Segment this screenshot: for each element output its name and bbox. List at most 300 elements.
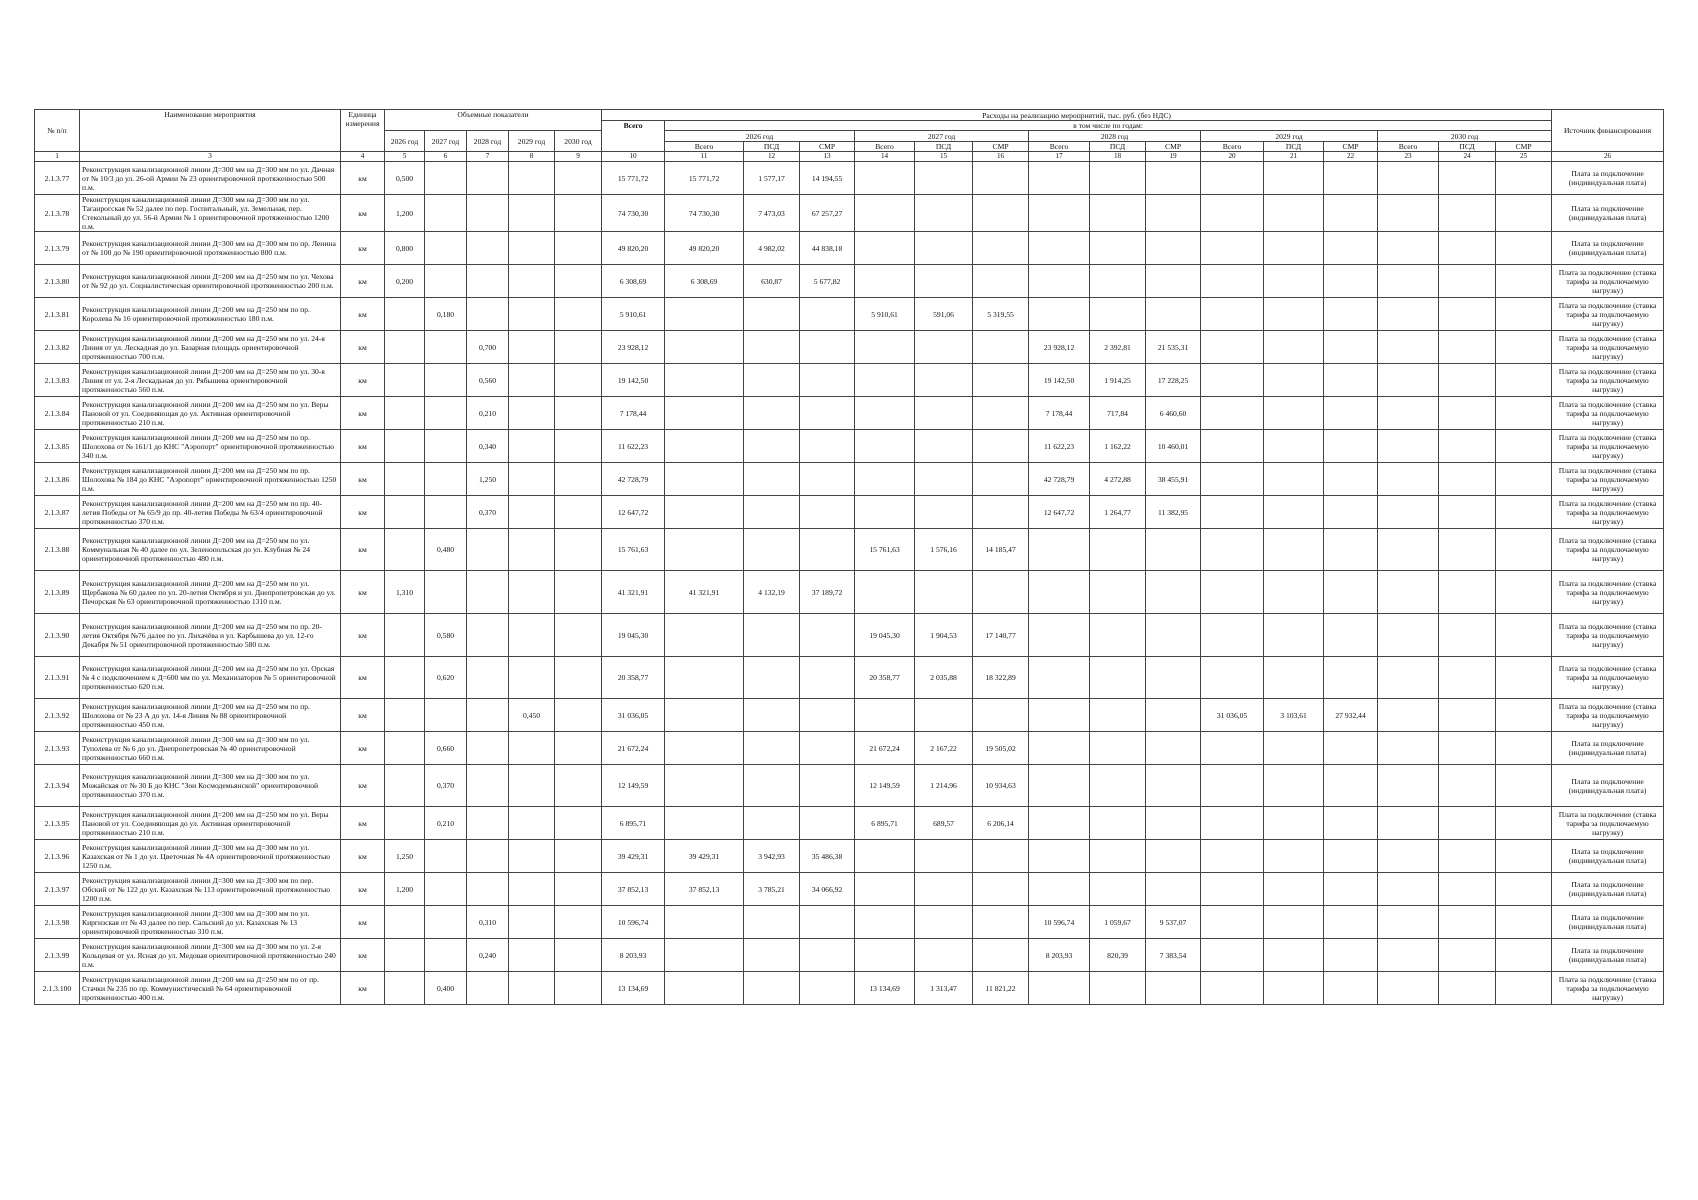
- volume-cell: [385, 463, 425, 496]
- cost-cell: [1324, 840, 1378, 873]
- cost-cell: [915, 397, 973, 430]
- unit-cell: км: [341, 873, 385, 906]
- cost-cell: [1201, 807, 1264, 840]
- table-header: [35, 110, 1664, 162]
- volume-cell: [509, 232, 555, 265]
- volume-cell: [425, 571, 467, 614]
- volume-cell: [555, 732, 602, 765]
- cost-cell: [1146, 195, 1201, 232]
- cost-year-header: 2029 год: [1201, 131, 1378, 142]
- cost-cell: [1439, 195, 1496, 232]
- cost-cell: [1439, 364, 1496, 397]
- volume-cell: 0,620: [425, 657, 467, 699]
- funding-source: Плата за подключение (ставка тарифа за подключаемую нагрузку): [1552, 614, 1664, 657]
- cost-cell: [1324, 496, 1378, 529]
- unit-cell: км: [341, 232, 385, 265]
- volume-cell: 0,400: [425, 972, 467, 1005]
- cost-cell: [1201, 873, 1264, 906]
- cost-sub-header: Всего: [1201, 142, 1264, 152]
- volume-cell: 0,370: [425, 765, 467, 807]
- measure-name: Реконструкция канализационной линии Д=200 мм на Д=250 мм по ул. Чехова от № 92 до ул. Социалистическая ориентировочной протяженностью 200 п.м.: [80, 265, 341, 298]
- cost-cell: [800, 657, 855, 699]
- cost-cell: [744, 364, 800, 397]
- cost-cell: 20 358,77: [855, 657, 915, 699]
- cost-cell: [665, 657, 744, 699]
- cost-cell: [1201, 331, 1264, 364]
- funding-source: Плата за подключение (ставка тарифа за подключаемую нагрузку): [1552, 331, 1664, 364]
- cost-cell: [744, 397, 800, 430]
- cost-cell: [665, 397, 744, 430]
- cost-cell: [915, 840, 973, 873]
- cost-sub-header: Всего: [665, 142, 744, 152]
- cost-cell: [1090, 657, 1146, 699]
- column-number: 14: [855, 152, 915, 162]
- unit-cell: км: [341, 430, 385, 463]
- volume-cell: [467, 807, 509, 840]
- cost-cell: 42 728,79: [1029, 463, 1090, 496]
- column-number: 12: [744, 152, 800, 162]
- volume-cell: 0,580: [425, 614, 467, 657]
- cost-cell: [1324, 732, 1378, 765]
- investment-plan-sheet: [34, 109, 1664, 1005]
- cost-cell: [1439, 939, 1496, 972]
- cost-cell: [1378, 397, 1439, 430]
- column-number: 3: [80, 152, 341, 162]
- cost-cell: [1439, 496, 1496, 529]
- volume-cell: [467, 873, 509, 906]
- cost-cell: [800, 364, 855, 397]
- cost-cell: [855, 463, 915, 496]
- cost-cell: [1324, 463, 1378, 496]
- cost-cell: 19 142,50: [1029, 364, 1090, 397]
- unit-cell: км: [341, 529, 385, 571]
- cost-cell: [1324, 195, 1378, 232]
- volume-cell: [509, 571, 555, 614]
- volume-cell: [467, 972, 509, 1005]
- funding-source: Плата за подключение (ставка тарифа за подключаемую нагрузку): [1552, 298, 1664, 331]
- volume-cell: [425, 397, 467, 430]
- volume-cell: [467, 732, 509, 765]
- cost-cell: 717,84: [1090, 397, 1146, 430]
- cost-cell: [1439, 699, 1496, 732]
- volume-cell: [555, 364, 602, 397]
- cost-cell: [855, 906, 915, 939]
- volume-cell: 0,800: [385, 232, 425, 265]
- row-number: 2.1.3.80: [35, 265, 80, 298]
- volume-cell: [385, 331, 425, 364]
- cost-cell: [1146, 873, 1201, 906]
- cost-cell: [665, 939, 744, 972]
- cost-cell: [1496, 906, 1552, 939]
- table-row: [35, 972, 1664, 1005]
- volume-cell: 1,200: [385, 873, 425, 906]
- volume-cell: [425, 939, 467, 972]
- cost-cell: 820,39: [1090, 939, 1146, 972]
- volume-year-header: 2029 год: [509, 131, 555, 152]
- cost-cell: [915, 195, 973, 232]
- row-number: 2.1.3.87: [35, 496, 80, 529]
- volume-cell: [555, 972, 602, 1005]
- cost-cell: [1324, 571, 1378, 614]
- volume-cell: [467, 529, 509, 571]
- cost-cell: [855, 364, 915, 397]
- unit-cell: км: [341, 657, 385, 699]
- cost-cell: [1378, 463, 1439, 496]
- cost-cell: [665, 463, 744, 496]
- sewer-reconstruction-table: [34, 109, 1664, 1005]
- cost-cell: [744, 906, 800, 939]
- table-row: [35, 397, 1664, 430]
- volume-cell: [425, 906, 467, 939]
- measure-name: Реконструкция канализационной линии Д=300 мм на Д=300 мм по ул. Казахская от № 1 до ул. Цветочная № 4А ориентировочной протяженностью 1250 п.м.: [80, 840, 341, 873]
- volume-cell: [509, 657, 555, 699]
- table-row: [35, 529, 1664, 571]
- cost-cell: [1146, 840, 1201, 873]
- volume-cell: [509, 972, 555, 1005]
- funding-source: Плата за подключение (ставка тарифа за подключаемую нагрузку): [1552, 699, 1664, 732]
- volume-cell: [555, 614, 602, 657]
- volume-cell: [385, 699, 425, 732]
- cost-cell: [1378, 496, 1439, 529]
- measure-name: Реконструкция канализационной линии Д=200 мм на Д=250 мм по от пр. Стачки № 235 по пр. Коммунистический № 64 ориентировочной протяженностью 400 п.м.: [80, 972, 341, 1005]
- cost-cell: [1324, 162, 1378, 195]
- cost-cell: [1496, 840, 1552, 873]
- cost-cell: [1264, 529, 1324, 571]
- cost-cell: [1146, 162, 1201, 195]
- volume-cell: 0,660: [425, 732, 467, 765]
- cost-cell: [1146, 972, 1201, 1005]
- row-number: 2.1.3.78: [35, 195, 80, 232]
- cost-sub-header: СМР: [1496, 142, 1552, 152]
- cost-cell: [855, 873, 915, 906]
- cost-cell: [1324, 873, 1378, 906]
- cost-cell: [1201, 397, 1264, 430]
- cost-cell: [973, 873, 1029, 906]
- volume-cell: [555, 657, 602, 699]
- cost-cell: 38 455,91: [1146, 463, 1201, 496]
- volume-cell: [385, 529, 425, 571]
- funding-source: Плата за подключение (ставка тарифа за подключаемую нагрузку): [1552, 364, 1664, 397]
- cost-cell: [1496, 732, 1552, 765]
- cost-cell: [1029, 807, 1090, 840]
- unit-cell: км: [341, 496, 385, 529]
- row-number: 2.1.3.77: [35, 162, 80, 195]
- cost-cell: 17 228,25: [1146, 364, 1201, 397]
- cost-cell: [1029, 732, 1090, 765]
- cost-cell: [1201, 496, 1264, 529]
- cost-cell: [1090, 972, 1146, 1005]
- cost-cell: [744, 529, 800, 571]
- cost-cell: [915, 939, 973, 972]
- cost-cell: 689,57: [915, 807, 973, 840]
- measure-name: Реконструкция канализационной линии Д=300 мм на Д=300 мм по пер. Обский от № 122 до ул. Казахская № 113 ориентировочной протяженностью 1200 п.м.: [80, 873, 341, 906]
- cost-cell: [1264, 614, 1324, 657]
- cost-cell: [915, 331, 973, 364]
- cost-cell: [1496, 807, 1552, 840]
- measure-name: Реконструкция канализационной линии Д=200 мм на Д=250 мм по пр. Шолохова № 184 до КНС "Аэропорт" ориентировочной протяженностью 1250 п.м.: [80, 463, 341, 496]
- funding-source: Плата за подключение (ставка тарифа за подключаемую нагрузку): [1552, 463, 1664, 496]
- cost-cell: 41 321,91: [665, 571, 744, 614]
- cost-cell: [1029, 265, 1090, 298]
- volume-cell: [555, 496, 602, 529]
- column-number: 1: [35, 152, 80, 162]
- cost-cell: [1264, 657, 1324, 699]
- cost-cell: [744, 298, 800, 331]
- measure-name: Реконструкция канализационной линии Д=300 мм на Д=300 мм по ул. Таганрогская № 52 далее по пер. Госпитальный, ул. Земельная, пер. Стекольный до ул. 56-й Армии № 1 ориентировочной протяженностью 1200 п.м.: [80, 195, 341, 232]
- unit-cell: км: [341, 614, 385, 657]
- cost-cell: 18 322,89: [973, 657, 1029, 699]
- measure-name: Реконструкция канализационной линии Д=200 мм на Д=250 мм по ул. Щербакова № 60 далее по ул. 20-летия Октября и ул. Днепропетровская до ул. Печорская № 63 ориентировочной протяженностью 1310 п.м.: [80, 571, 341, 614]
- column-number: 4: [341, 152, 385, 162]
- funding-source: Плата за подключение (ставка тарифа за подключаемую нагрузку): [1552, 657, 1664, 699]
- cost-cell: [915, 430, 973, 463]
- measure-name: Реконструкция канализационной линии Д=300 мм на Д=300 мм по ул. Дачная от № 10/3 до ул. 26-ой Армии № 23 ориентировочной протяженностью 500 п.м.: [80, 162, 341, 195]
- volume-cell: [385, 972, 425, 1005]
- cost-cell: [1496, 364, 1552, 397]
- cost-cell: [1496, 162, 1552, 195]
- total-cell: 21 672,24: [602, 732, 665, 765]
- cost-cell: [665, 906, 744, 939]
- cost-cell: 6 460,60: [1146, 397, 1201, 430]
- cost-sub-header: ПСД: [1264, 142, 1324, 152]
- cost-cell: [1324, 232, 1378, 265]
- cost-cell: [800, 614, 855, 657]
- total-cell: 13 134,69: [602, 972, 665, 1005]
- volume-cell: [467, 265, 509, 298]
- unit-cell: км: [341, 765, 385, 807]
- cost-cell: [1201, 364, 1264, 397]
- table-row: [35, 430, 1664, 463]
- cost-cell: [1324, 657, 1378, 699]
- measure-name: Реконструкция канализационной линии Д=200 мм на Д=250 мм по ул. Орская № 4 с подключением к Д=600 мм по ул. Механизаторов № 5 ориентировочной протяженностью 620 п.м.: [80, 657, 341, 699]
- cost-cell: 13 134,69: [855, 972, 915, 1005]
- table-row: [35, 873, 1664, 906]
- volume-cell: [555, 807, 602, 840]
- volume-cell: [385, 765, 425, 807]
- cost-cell: [1264, 906, 1324, 939]
- cost-cell: [855, 331, 915, 364]
- cost-cell: 1 904,53: [915, 614, 973, 657]
- volume-cell: [555, 840, 602, 873]
- volume-cell: [385, 939, 425, 972]
- cost-cell: [1264, 765, 1324, 807]
- cost-cell: [855, 265, 915, 298]
- cost-cell: [1146, 807, 1201, 840]
- cost-cell: 4 132,19: [744, 571, 800, 614]
- cost-cell: [665, 765, 744, 807]
- cost-cell: [1324, 364, 1378, 397]
- column-number: 5: [385, 152, 425, 162]
- cost-cell: [1324, 765, 1378, 807]
- unit-cell: км: [341, 195, 385, 232]
- cost-cell: [1264, 732, 1324, 765]
- volume-cell: [425, 232, 467, 265]
- cost-cell: 19 045,30: [855, 614, 915, 657]
- column-number: 9: [555, 152, 602, 162]
- cost-cell: [1439, 571, 1496, 614]
- volume-cell: [509, 840, 555, 873]
- total-cell: 6 308,69: [602, 265, 665, 298]
- cost-cell: [1146, 529, 1201, 571]
- unit-cell: км: [341, 972, 385, 1005]
- row-number: 2.1.3.93: [35, 732, 80, 765]
- total-cell: 8 203,93: [602, 939, 665, 972]
- cost-cell: 14 194,55: [800, 162, 855, 195]
- unit-cell: км: [341, 807, 385, 840]
- volume-cell: 0,180: [425, 298, 467, 331]
- volume-cell: [425, 699, 467, 732]
- cost-cell: [1439, 162, 1496, 195]
- cost-cell: [1090, 529, 1146, 571]
- cost-cell: [665, 614, 744, 657]
- measure-name: Реконструкция канализационной линии Д=200 мм на Д=250 мм по ул. 24-я Линия от ул. Лескадная до ул. Базарная площадь ориентировочной протяженностью 700 п.м.: [80, 331, 341, 364]
- volume-cell: [555, 430, 602, 463]
- cost-cell: [1439, 840, 1496, 873]
- volume-cell: [425, 840, 467, 873]
- cost-cell: [1146, 298, 1201, 331]
- cost-cell: [1439, 614, 1496, 657]
- cost-cell: [1264, 430, 1324, 463]
- table-row: [35, 364, 1664, 397]
- funding-source: Плата за подключение (ставка тарифа за подключаемую нагрузку): [1552, 496, 1664, 529]
- cost-cell: [1378, 765, 1439, 807]
- cost-cell: [800, 906, 855, 939]
- cost-cell: [1496, 571, 1552, 614]
- cost-cell: [665, 364, 744, 397]
- total-cell: 5 910,61: [602, 298, 665, 331]
- cost-cell: [800, 972, 855, 1005]
- column-number: 11: [665, 152, 744, 162]
- funding-source: Плата за подключение (ставка тарифа за подключаемую нагрузку): [1552, 430, 1664, 463]
- column-number: 26: [1552, 152, 1664, 162]
- funding-source: Плата за подключение (индивидуальная плата): [1552, 939, 1664, 972]
- volume-cell: [467, 699, 509, 732]
- row-number: 2.1.3.99: [35, 939, 80, 972]
- cost-cell: 37 189,72: [800, 571, 855, 614]
- cost-cell: [665, 732, 744, 765]
- cost-cell: [973, 232, 1029, 265]
- funding-source: Плата за подключение (ставка тарифа за подключаемую нагрузку): [1552, 397, 1664, 430]
- volume-cell: 0,210: [467, 397, 509, 430]
- cost-cell: [1264, 571, 1324, 614]
- cost-cell: [973, 195, 1029, 232]
- volume-cell: [509, 331, 555, 364]
- cost-cell: [1378, 571, 1439, 614]
- cost-cell: [744, 939, 800, 972]
- volume-cell: [467, 162, 509, 195]
- table-row: [35, 298, 1664, 331]
- cost-cell: [1146, 657, 1201, 699]
- funding-source: Плата за подключение (индивидуальная плата): [1552, 232, 1664, 265]
- cost-cell: [1324, 397, 1378, 430]
- volume-cell: [425, 265, 467, 298]
- cost-cell: [1439, 873, 1496, 906]
- cost-cell: [1264, 397, 1324, 430]
- cost-cell: [1146, 571, 1201, 614]
- volume-cell: [555, 571, 602, 614]
- row-number: 2.1.3.86: [35, 463, 80, 496]
- volume-cell: 0,240: [467, 939, 509, 972]
- column-number: 23: [1378, 152, 1439, 162]
- cost-cell: 1 576,16: [915, 529, 973, 571]
- cost-cell: [1146, 232, 1201, 265]
- header-costs: Расходы на реализацию мероприятий, тыс. руб. (без НДС): [602, 110, 1552, 121]
- cost-cell: [1029, 657, 1090, 699]
- row-number: 2.1.3.89: [35, 571, 80, 614]
- cost-cell: 67 257,27: [800, 195, 855, 232]
- volume-cell: [555, 265, 602, 298]
- cost-cell: [1496, 397, 1552, 430]
- volume-cell: [555, 298, 602, 331]
- cost-cell: [973, 906, 1029, 939]
- cost-cell: [1201, 765, 1264, 807]
- volume-cell: [555, 195, 602, 232]
- funding-source: Плата за подключение (ставка тарифа за подключаемую нагрузку): [1552, 265, 1664, 298]
- row-number: 2.1.3.88: [35, 529, 80, 571]
- cost-cell: [1029, 614, 1090, 657]
- cost-cell: [855, 496, 915, 529]
- unit-cell: км: [341, 265, 385, 298]
- volume-cell: 0,450: [509, 699, 555, 732]
- total-cell: 37 852,13: [602, 873, 665, 906]
- volume-cell: [385, 807, 425, 840]
- cost-cell: 1 914,25: [1090, 364, 1146, 397]
- measure-name: Реконструкция канализационной линии Д=200 мм на Д=250 мм по пр. Королева № 16 ориентировочной протяженностью 180 п.м.: [80, 298, 341, 331]
- cost-cell: 14 185,47: [973, 529, 1029, 571]
- row-number: 2.1.3.90: [35, 614, 80, 657]
- volume-cell: [555, 331, 602, 364]
- volume-cell: [509, 732, 555, 765]
- measure-name: Реконструкция канализационной линии Д=200 мм на Д=250 мм по ул. Веры Пановой от ул. Соединяющая до ул. Активная ориентировочной протяженностью 210 п.м.: [80, 397, 341, 430]
- cost-cell: [1264, 162, 1324, 195]
- volume-cell: [467, 614, 509, 657]
- volume-cell: [425, 195, 467, 232]
- cost-cell: [1090, 232, 1146, 265]
- row-number: 2.1.3.94: [35, 765, 80, 807]
- row-number: 2.1.3.96: [35, 840, 80, 873]
- volume-cell: [509, 906, 555, 939]
- row-number: 2.1.3.79: [35, 232, 80, 265]
- column-number: 13: [800, 152, 855, 162]
- measure-name: Реконструкция канализационной линии Д=200 мм на Д=250 мм по ул. 30-я Линия от ул. 2-я Лескадьная до ул. Рябышева ориентировочной протяженностью 560 п.м.: [80, 364, 341, 397]
- cost-cell: [1201, 463, 1264, 496]
- unit-cell: км: [341, 331, 385, 364]
- cost-sub-header: ПСД: [744, 142, 800, 152]
- column-number: 18: [1090, 152, 1146, 162]
- cost-cell: [1201, 972, 1264, 1005]
- cost-cell: [1439, 397, 1496, 430]
- measure-name: Реконструкция канализационной линии Д=200 мм на Д=250 мм по ул. Веры Пановой от ул. Соединяющая до ул. Активная ориентировочной протяженностью 210 п.м.: [80, 807, 341, 840]
- funding-source: Плата за подключение (индивидуальная плата): [1552, 162, 1664, 195]
- cost-cell: [915, 496, 973, 529]
- total-cell: 15 771,72: [602, 162, 665, 195]
- measure-name: Реконструкция канализационной линии Д=200 мм на Д=250 мм по пр. Шолохова от № 23 А до ул. 14-я Линия № 88 ориентировочной протяженностью 450 п.м.: [80, 699, 341, 732]
- volume-cell: [385, 430, 425, 463]
- cost-cell: 9 537,07: [1146, 906, 1201, 939]
- cost-cell: 2 392,81: [1090, 331, 1146, 364]
- volume-cell: 1,310: [385, 571, 425, 614]
- volume-cell: [555, 906, 602, 939]
- total-cell: 12 149,59: [602, 765, 665, 807]
- cost-cell: [1146, 732, 1201, 765]
- cost-cell: 74 730,30: [665, 195, 744, 232]
- cost-cell: [665, 699, 744, 732]
- cost-cell: [1378, 807, 1439, 840]
- volume-cell: [385, 732, 425, 765]
- volume-cell: [509, 614, 555, 657]
- cost-cell: [800, 331, 855, 364]
- cost-cell: 7 473,03: [744, 195, 800, 232]
